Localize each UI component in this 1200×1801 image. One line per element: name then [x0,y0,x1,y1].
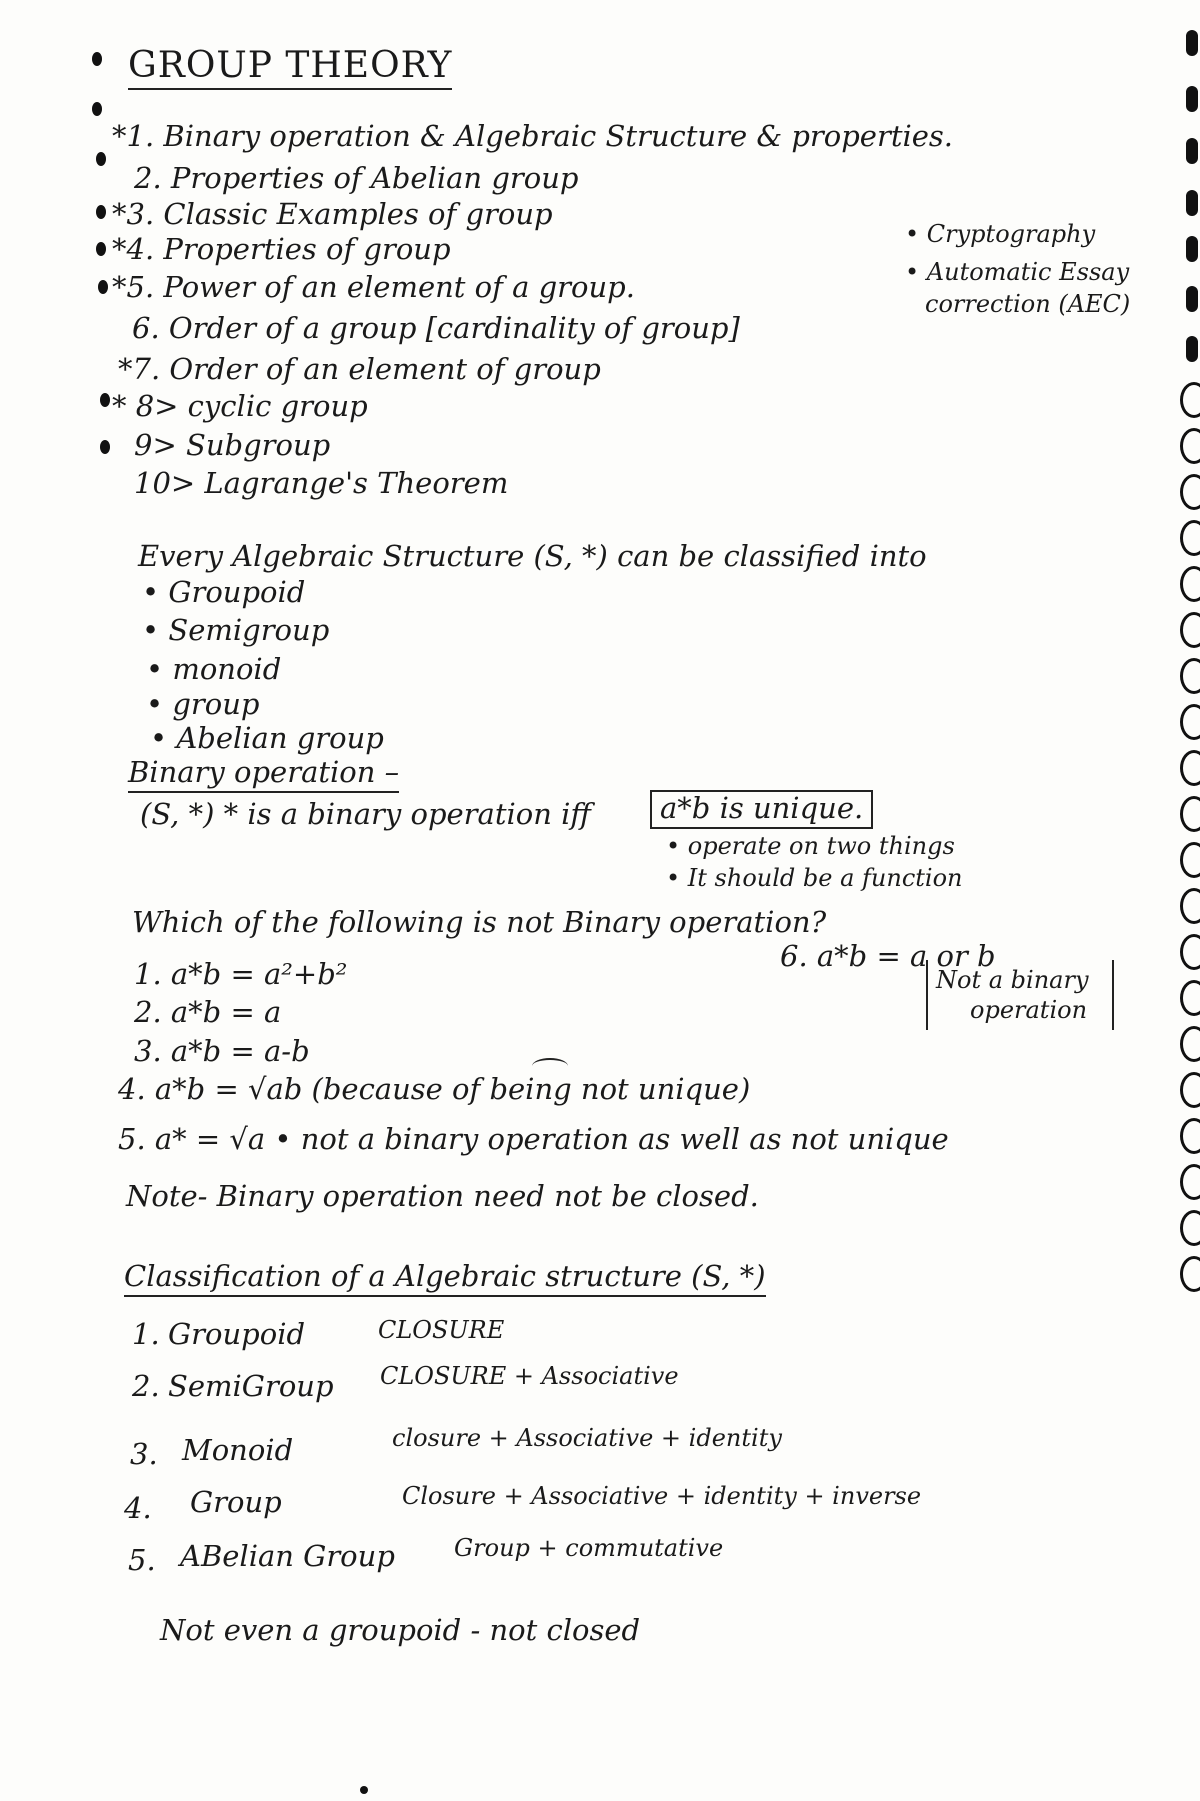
binding-ring [1180,474,1200,510]
binding-ring [1180,1256,1200,1292]
classification-props: CLOSURE + Associative [380,1362,679,1390]
binding-ring [1180,658,1200,694]
classify-item: • Abelian group [150,721,384,755]
classify-item: • group [146,687,260,721]
classification-name: Group [190,1485,282,1519]
topic-item: *4. Properties of group [112,232,451,266]
binding-ring [1180,704,1200,740]
classify-item: • monoid [146,652,282,686]
classification-props: Group + commutative [454,1534,724,1562]
question-option: 4. a*b = √ab (because of being not unique) [118,1072,751,1106]
question-prompt: Which of the following is not Binary operation? [132,905,827,939]
topic-item: *1. Binary operation & Algebraic Structure & properties. [112,119,954,153]
side-box-line: Not a binary [936,966,1089,994]
topic-item: 10> Lagrange's Theorem [134,466,509,500]
topic-item: 2. Properties of Abelian group [134,161,579,195]
classify-item: • Groupoid [142,575,306,609]
side-note-line: • Automatic Essay [905,258,1130,286]
binding-ring [1180,796,1200,832]
classification-num: 5. [128,1543,156,1577]
binding-ring [1186,336,1198,362]
binding-ring [1180,612,1200,648]
question-option: 5. a* = √a • not a binary operation as well as not unique [118,1122,949,1156]
classify-item: • Semigroup [142,613,330,647]
binary-note: • operate on two things [666,832,955,860]
binding-ring [1186,86,1198,112]
classification-props: Closure + Associative + identity + inverse [402,1482,922,1510]
margin-dot [98,280,108,294]
binary-definition: (S, *) * is a binary operation iff [140,797,591,831]
classification-num: 4. [124,1491,152,1525]
classification-num: 2. [132,1369,160,1403]
classify-intro: Every Algebraic Structure (S, *) can be classified into [138,539,927,573]
note-line: Note- Binary operation need not be closed. [126,1179,759,1213]
binding-ring [1186,286,1198,312]
topic-item: * 8> cyclic group [112,389,368,423]
topic-item: 9> Subgroup [134,428,331,462]
classification-name: Monoid [182,1433,294,1467]
binary-heading: Binary operation – [128,758,399,793]
binding-ring [1180,382,1200,418]
question-option: 3. a*b = a-b [134,1034,310,1068]
classification-num: 1. [132,1317,160,1351]
binding-ring [1180,520,1200,556]
binding-ring [1180,566,1200,602]
question-option: 2. a*b = a [134,995,282,1029]
classification-name: Groupoid [168,1317,306,1351]
margin-dot [92,52,102,66]
margin-dot [96,152,106,166]
binding-ring [1180,842,1200,878]
classification-heading: Classification of a Algebraic structure (S, *) [124,1262,766,1297]
question-option: 1. a*b = a²+b² [134,957,348,991]
binary-note: • It should be a function [666,864,963,892]
margin-dot [96,242,106,256]
binding-ring [1180,888,1200,924]
binding-ring [1180,1118,1200,1154]
question-side-option: 6. a*b = a or b [780,939,996,973]
classification-name: SemiGroup [168,1369,334,1403]
side-note-line: correction (AEC) [925,290,1131,318]
binding-ring [1186,138,1198,164]
page-title: GROUP THEORY [128,48,452,90]
classification-props: closure + Associative + identity [392,1424,782,1452]
binding-ring [1180,934,1200,970]
margin-dot [92,102,102,116]
binding-ring [1186,190,1198,216]
binding-ring [1180,1026,1200,1062]
topic-item: *5. Power of an element of a group. [112,270,635,304]
side-box-frame [926,960,1114,1030]
binding-ring [1180,1210,1200,1246]
binding-ring [1180,980,1200,1016]
topic-item: *3. Classic Examples of group [112,197,553,231]
classification-name: ABelian Group [180,1539,395,1573]
topic-item: 6. Order of a group [cardinality of group] [132,311,740,345]
binary-boxed-condition: a*b is unique. [650,790,873,829]
margin-dot [100,393,110,407]
binding-ring [1180,1072,1200,1108]
side-box-line: operation [970,996,1088,1024]
binding-ring [1186,236,1198,262]
classification-props: CLOSURE [378,1316,505,1344]
classification-num: 3. [130,1437,158,1471]
margin-dot [100,440,110,454]
margin-dot [96,205,106,219]
side-note-line: • Cryptography [905,220,1096,248]
binding-ring [1180,428,1200,464]
ink-dot [360,1786,368,1794]
binding-ring [1180,750,1200,786]
binding-ring [1180,1164,1200,1200]
binding-ring [1186,30,1198,56]
topic-item: *7. Order of an element of group [118,352,601,386]
footer-note: Not even a groupoid - not closed [160,1613,641,1647]
